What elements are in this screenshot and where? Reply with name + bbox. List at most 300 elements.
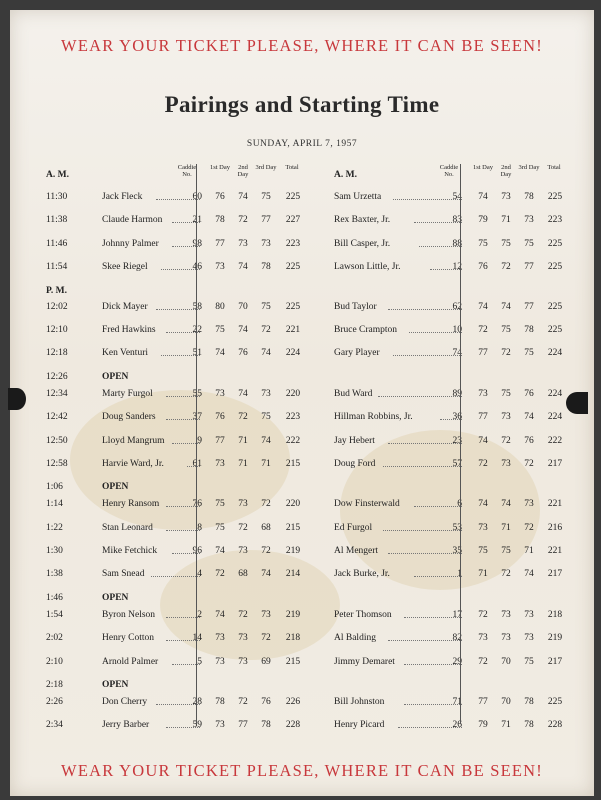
table-row — [334, 235, 574, 258]
caddie-number: 17 — [452, 609, 462, 620]
day3-score: 78 — [261, 720, 271, 731]
total-score: 226 — [285, 697, 301, 708]
day1-score: 72 — [478, 458, 488, 469]
tee-time: 2:18 — [46, 680, 63, 691]
day2-score: 70 — [501, 656, 511, 667]
table-row — [334, 653, 574, 676]
day3-score: 77 — [261, 215, 271, 226]
caddie-number: 4 — [197, 569, 202, 580]
day1-score: 72 — [478, 656, 488, 667]
table-row — [46, 606, 308, 629]
table-row — [46, 542, 308, 565]
table-row — [334, 258, 574, 281]
player-name: Bud Taylor — [334, 301, 377, 312]
caddie-number: 28 — [192, 697, 202, 708]
table-row — [334, 211, 574, 234]
day1-score: 73 — [215, 656, 225, 667]
day2-score: 74 — [238, 192, 248, 202]
table-row — [334, 368, 574, 385]
day3-score: 76 — [524, 435, 534, 446]
player-name: Bud Ward — [334, 388, 373, 399]
total-score: 225 — [547, 324, 563, 335]
day3-score: 72 — [261, 324, 271, 335]
caddie-number: 14 — [192, 633, 202, 644]
total-score: 224 — [547, 412, 563, 423]
caddie-number: 46 — [192, 262, 202, 273]
day3-score: 73 — [261, 238, 271, 249]
total-score: 224 — [547, 388, 563, 399]
day3-score: 72 — [261, 546, 271, 557]
column-rule — [196, 164, 197, 724]
table-row — [46, 408, 308, 431]
day2-score: 76 — [238, 348, 248, 359]
table-row — [46, 321, 308, 344]
tee-time: 1:30 — [46, 546, 63, 557]
day1-score: 74 — [215, 546, 225, 557]
table-row — [334, 693, 574, 716]
day2-score: 74 — [238, 324, 248, 335]
day1-score: 74 — [478, 301, 488, 312]
player-name: Jack Burke, Jr. — [334, 569, 390, 580]
total-score: 216 — [547, 522, 563, 533]
player-name: Ed Furgol — [334, 522, 373, 533]
day1-score: 74 — [478, 192, 488, 202]
caddie-number: 37 — [192, 412, 202, 423]
caddie-number: 89 — [452, 388, 462, 399]
caddie-number: 61 — [192, 458, 202, 469]
tee-time: 1:14 — [46, 499, 63, 510]
page-title: Pairings and Starting Time — [164, 92, 440, 117]
tee-time: 12:50 — [46, 435, 68, 446]
day1-score: 78 — [215, 697, 225, 708]
section-label: P. M. — [46, 285, 68, 296]
caddie-number: 96 — [192, 546, 202, 557]
day3-score: 77 — [524, 301, 534, 312]
player-name: Sam Snead — [102, 569, 145, 580]
day3-score: 76 — [524, 388, 534, 399]
player-name: Doug Sanders — [102, 412, 156, 423]
day3-header: 3rd Day — [255, 164, 277, 171]
day1-score: 71 — [478, 569, 488, 580]
day3-score: 78 — [524, 720, 534, 731]
total-score: 221 — [547, 499, 563, 510]
table-row — [46, 385, 308, 408]
day3-score: 73 — [261, 388, 271, 399]
caddie-number: 53 — [452, 522, 462, 533]
day2-score: 71 — [238, 435, 248, 446]
day2-score: 73 — [238, 238, 248, 249]
day2-score: 73 — [238, 546, 248, 557]
table-row — [334, 589, 574, 606]
caddie-number: 58 — [192, 301, 202, 312]
day1-score: 73 — [478, 388, 488, 399]
player-name: Hillman Robbins, Jr. — [334, 412, 413, 423]
caddie-number: 88 — [452, 238, 462, 249]
player-name: Fred Hawkins — [102, 324, 156, 335]
caddie-number: 60 — [192, 192, 202, 202]
day2-header: 2nd Day — [500, 164, 512, 178]
player-name: Bill Casper, Jr. — [334, 238, 391, 249]
total-score: 223 — [547, 215, 563, 226]
caddie-number: 71 — [452, 697, 462, 708]
table-row — [46, 282, 308, 298]
day2-score: 75 — [501, 546, 511, 557]
day1-score: 73 — [215, 458, 225, 469]
caddie-number: 1 — [457, 569, 462, 580]
day3-score: 74 — [261, 569, 271, 580]
torn-edge-right — [566, 392, 588, 414]
day2-score: 73 — [238, 656, 248, 667]
player-name: Gary Player — [334, 348, 380, 359]
caddie-number: 29 — [452, 656, 462, 667]
day2-score: 74 — [501, 499, 511, 510]
tee-time: 1:46 — [46, 592, 63, 603]
day3-score: 73 — [524, 499, 534, 510]
day1-score: 79 — [478, 720, 488, 731]
day1-score: 76 — [478, 262, 488, 273]
table-row — [334, 478, 574, 495]
table-row — [46, 495, 308, 518]
player-name: Bill Johnston — [334, 697, 385, 708]
total-score: 217 — [547, 656, 563, 667]
column-rule — [460, 164, 461, 724]
day1-score: 75 — [478, 546, 488, 557]
torn-edge-left — [8, 388, 26, 410]
day3-score: 72 — [524, 458, 534, 469]
table-row — [334, 519, 574, 542]
total-score: 224 — [285, 348, 301, 359]
day2-score: 75 — [501, 324, 511, 335]
total-score: 215 — [285, 656, 301, 667]
table-row — [334, 606, 574, 629]
table-row — [334, 385, 574, 408]
player-name: Don Cherry — [102, 697, 148, 708]
tee-time: 12:58 — [46, 458, 68, 469]
table-row — [46, 211, 308, 234]
table-row — [46, 455, 308, 478]
day2-score: 72 — [501, 348, 511, 359]
day1-score: 77 — [215, 238, 225, 249]
player-name: Arnold Palmer — [102, 656, 159, 667]
day3-score: 78 — [261, 262, 271, 273]
player-name: Mike Fetchick — [102, 546, 158, 557]
day3-score: 74 — [524, 412, 534, 423]
player-name: Byron Nelson — [102, 609, 156, 620]
day1-score: 72 — [215, 569, 225, 580]
table-row — [334, 432, 574, 455]
player-name: Jack Fleck — [102, 192, 143, 202]
caddie-number: 12 — [452, 262, 462, 273]
table-row — [334, 408, 574, 431]
caddie-number: 10 — [452, 324, 462, 335]
caddie-number: 26 — [452, 720, 462, 731]
day3-score: 73 — [524, 609, 534, 620]
caddie-number: 23 — [452, 435, 462, 446]
tee-time: 12:10 — [46, 324, 68, 335]
player-name: Al Balding — [334, 633, 376, 644]
day2-score: 71 — [501, 720, 511, 731]
total-score: 217 — [547, 458, 563, 469]
total-score: 225 — [547, 192, 563, 202]
day1-score: 73 — [215, 633, 225, 644]
total-score: 228 — [285, 720, 301, 731]
open-slot: OPEN — [102, 592, 129, 603]
caddie-number: 54 — [452, 192, 462, 202]
player-name: Dow Finsterwald — [334, 499, 400, 510]
total-score: 228 — [547, 720, 563, 731]
open-slot: OPEN — [102, 482, 129, 493]
total-score: 221 — [285, 324, 301, 335]
day1-score: 74 — [478, 499, 488, 510]
day2-score: 73 — [238, 499, 248, 510]
player-name: Ken Venturi — [102, 348, 148, 359]
day2-score: 73 — [501, 633, 511, 644]
caddie-number: 5 — [197, 656, 202, 667]
day1-score: 78 — [215, 215, 225, 226]
caddie-number: 2 — [197, 609, 202, 620]
day3-score: 73 — [524, 633, 534, 644]
day3-score: 73 — [524, 215, 534, 226]
caddie-number: 98 — [192, 238, 202, 249]
day2-score: 74 — [501, 301, 511, 312]
table-row — [334, 455, 574, 478]
caddie-number: 21 — [192, 215, 202, 226]
player-name: Harvie Ward, Jr. — [102, 458, 164, 469]
player-name: Lloyd Mangrum — [102, 435, 165, 446]
open-slot: OPEN — [102, 371, 129, 382]
day3-score: 71 — [524, 546, 534, 557]
caddie-number: 57 — [452, 458, 462, 469]
total-score: 225 — [547, 697, 563, 708]
day2-score: 72 — [238, 412, 248, 423]
caddie-number: 51 — [192, 348, 202, 359]
player-name: Jay Hebert — [334, 435, 375, 446]
player-name: Al Mengert — [334, 546, 379, 557]
day2-score: 72 — [501, 435, 511, 446]
tee-time: 1:54 — [46, 609, 63, 620]
day2-score: 72 — [238, 609, 248, 620]
table-row — [334, 565, 574, 588]
table-row — [334, 188, 574, 211]
day2-score: 72 — [238, 697, 248, 708]
day1-score: 74 — [478, 435, 488, 446]
caddie-number: 82 — [452, 633, 462, 644]
caddie-number: 62 — [452, 301, 462, 312]
caddie-number: 59 — [192, 720, 202, 731]
total-score: 220 — [285, 499, 301, 510]
total-score: 217 — [547, 569, 563, 580]
day1-score: 77 — [478, 697, 488, 708]
day2-score: 73 — [238, 633, 248, 644]
total-header: Total — [285, 164, 299, 171]
caddie-number: 6 — [457, 499, 462, 510]
table-row — [334, 716, 574, 739]
player-name: Doug Ford — [334, 458, 376, 469]
table-row — [46, 432, 308, 455]
player-name: Henry Picard — [334, 720, 385, 731]
total-score: 219 — [547, 633, 563, 644]
tee-time: 2:26 — [46, 697, 63, 708]
event-date: SUNDAY, APRIL 7, 1957 — [246, 139, 358, 149]
player-name: Peter Thomson — [334, 609, 392, 620]
day2-score: 73 — [501, 412, 511, 423]
ticket-banner-bottom: WEAR YOUR TICKET PLEASE, WHERE IT CAN BE SEEN! — [61, 761, 543, 780]
day2-score: 70 — [501, 697, 511, 708]
day1-score: 80 — [215, 301, 225, 312]
day1-score: 73 — [215, 720, 225, 731]
day3-score: 74 — [524, 569, 534, 580]
am-label: A. M. — [334, 170, 357, 180]
total-score: 222 — [547, 435, 563, 446]
table-row — [334, 629, 574, 652]
day1-score: 77 — [478, 412, 488, 423]
day3-score: 71 — [261, 458, 271, 469]
total-header: Total — [547, 164, 561, 171]
day2-score: 73 — [501, 192, 511, 202]
table-row — [46, 693, 308, 716]
caddie-header: Caddie No. — [177, 164, 197, 178]
player-name: Johnny Palmer — [102, 238, 159, 249]
day1-score: 75 — [215, 324, 225, 335]
caddie-number: 83 — [452, 215, 462, 226]
day3-score: 72 — [524, 522, 534, 533]
day3-score: 72 — [261, 633, 271, 644]
day1-score: 79 — [478, 215, 488, 226]
open-slot: OPEN — [102, 680, 129, 691]
day2-score: 70 — [238, 301, 248, 312]
caddie-number: 55 — [192, 388, 202, 399]
player-name: Dick Mayer — [102, 301, 148, 312]
day3-score: 74 — [261, 435, 271, 446]
tee-time: 1:22 — [46, 522, 63, 533]
player-name: Marty Furgol — [102, 388, 153, 399]
table-row — [334, 344, 574, 367]
day3-score: 75 — [524, 238, 534, 249]
day1-score: 77 — [215, 435, 225, 446]
total-score: 221 — [547, 546, 563, 557]
total-score: 222 — [285, 435, 301, 446]
tee-time: 2:02 — [46, 633, 63, 644]
total-score: 225 — [285, 262, 301, 273]
day1-header: 1st Day — [472, 164, 494, 171]
caddie-header: Caddie No. — [439, 164, 459, 178]
player-name: Jerry Barber — [102, 720, 150, 731]
total-score: 225 — [547, 301, 563, 312]
day2-score: 71 — [501, 215, 511, 226]
day2-score: 72 — [501, 569, 511, 580]
left-column — [46, 164, 308, 740]
day2-score: 72 — [238, 215, 248, 226]
day1-score: 75 — [478, 238, 488, 249]
day1-score: 73 — [215, 262, 225, 273]
player-name: Henry Cotton — [102, 633, 154, 644]
day1-score: 76 — [215, 192, 225, 202]
total-score: 223 — [285, 238, 301, 249]
table-row — [46, 629, 308, 652]
total-score: 227 — [285, 215, 301, 226]
day2-score: 74 — [238, 262, 248, 273]
total-score: 215 — [285, 458, 301, 469]
total-score: 214 — [285, 569, 301, 580]
table-row — [46, 653, 308, 676]
tee-time: 11:54 — [46, 262, 68, 273]
total-score: 225 — [285, 301, 301, 312]
tee-time: 11:30 — [46, 192, 68, 202]
tee-time: 2:10 — [46, 656, 63, 667]
table-row — [46, 258, 308, 281]
tee-time: 2:34 — [46, 720, 63, 731]
day1-score: 73 — [215, 388, 225, 399]
day1-header: 1st Day — [209, 164, 231, 171]
table-row — [46, 188, 308, 211]
caddie-number: 8 — [197, 522, 202, 533]
tee-time: 12:18 — [46, 348, 68, 359]
day2-score: 75 — [501, 238, 511, 249]
day1-score: 75 — [215, 522, 225, 533]
total-score: 219 — [285, 546, 301, 557]
caddie-number: 9 — [197, 435, 202, 446]
table-row — [334, 298, 574, 321]
day3-score: 75 — [524, 348, 534, 359]
day3-score: 78 — [524, 192, 534, 202]
day1-score: 72 — [478, 324, 488, 335]
player-name: Stan Leonard — [102, 522, 153, 533]
day2-score: 72 — [501, 262, 511, 273]
day1-score: 74 — [215, 348, 225, 359]
right-column-header — [334, 164, 574, 188]
tee-time: 12:34 — [46, 388, 68, 399]
player-name: Bruce Crampton — [334, 324, 398, 335]
day1-score: 72 — [478, 609, 488, 620]
pairings-sheet — [10, 10, 594, 796]
player-name: Rex Baxter, Jr. — [334, 215, 391, 226]
caddie-number: 35 — [452, 546, 462, 557]
table-row — [46, 519, 308, 542]
ticket-banner-top: WEAR YOUR TICKET PLEASE, WHERE IT CAN BE SEEN! — [61, 36, 543, 55]
tee-time: 11:38 — [46, 215, 68, 226]
table-row — [46, 589, 308, 606]
left-column-header — [46, 164, 308, 188]
player-name: Claude Harmon — [102, 215, 163, 226]
table-row — [334, 321, 574, 344]
caddie-number: 22 — [192, 324, 202, 335]
table-row — [334, 495, 574, 518]
player-name: Jimmy Demaret — [334, 656, 395, 667]
player-name: Lawson Little, Jr. — [334, 262, 401, 273]
day3-score: 75 — [524, 656, 534, 667]
day1-score: 73 — [478, 522, 488, 533]
table-row — [46, 368, 308, 385]
total-score: 225 — [285, 192, 301, 202]
day3-score: 69 — [261, 656, 271, 667]
table-row — [46, 676, 308, 693]
day3-score: 77 — [524, 262, 534, 273]
tee-time: 1:06 — [46, 482, 63, 493]
table-row — [46, 344, 308, 367]
table-row — [46, 298, 308, 321]
day1-score: 73 — [478, 633, 488, 644]
player-name: Henry Ransom — [102, 499, 160, 510]
day3-score: 76 — [261, 697, 271, 708]
am-label: A. M. — [46, 170, 69, 180]
total-score: 218 — [547, 609, 563, 620]
day2-score: 73 — [501, 609, 511, 620]
table-row — [334, 542, 574, 565]
day2-header: 2nd Day — [237, 164, 249, 178]
day2-score: 71 — [501, 522, 511, 533]
day2-score: 72 — [238, 522, 248, 533]
right-column — [334, 164, 574, 740]
